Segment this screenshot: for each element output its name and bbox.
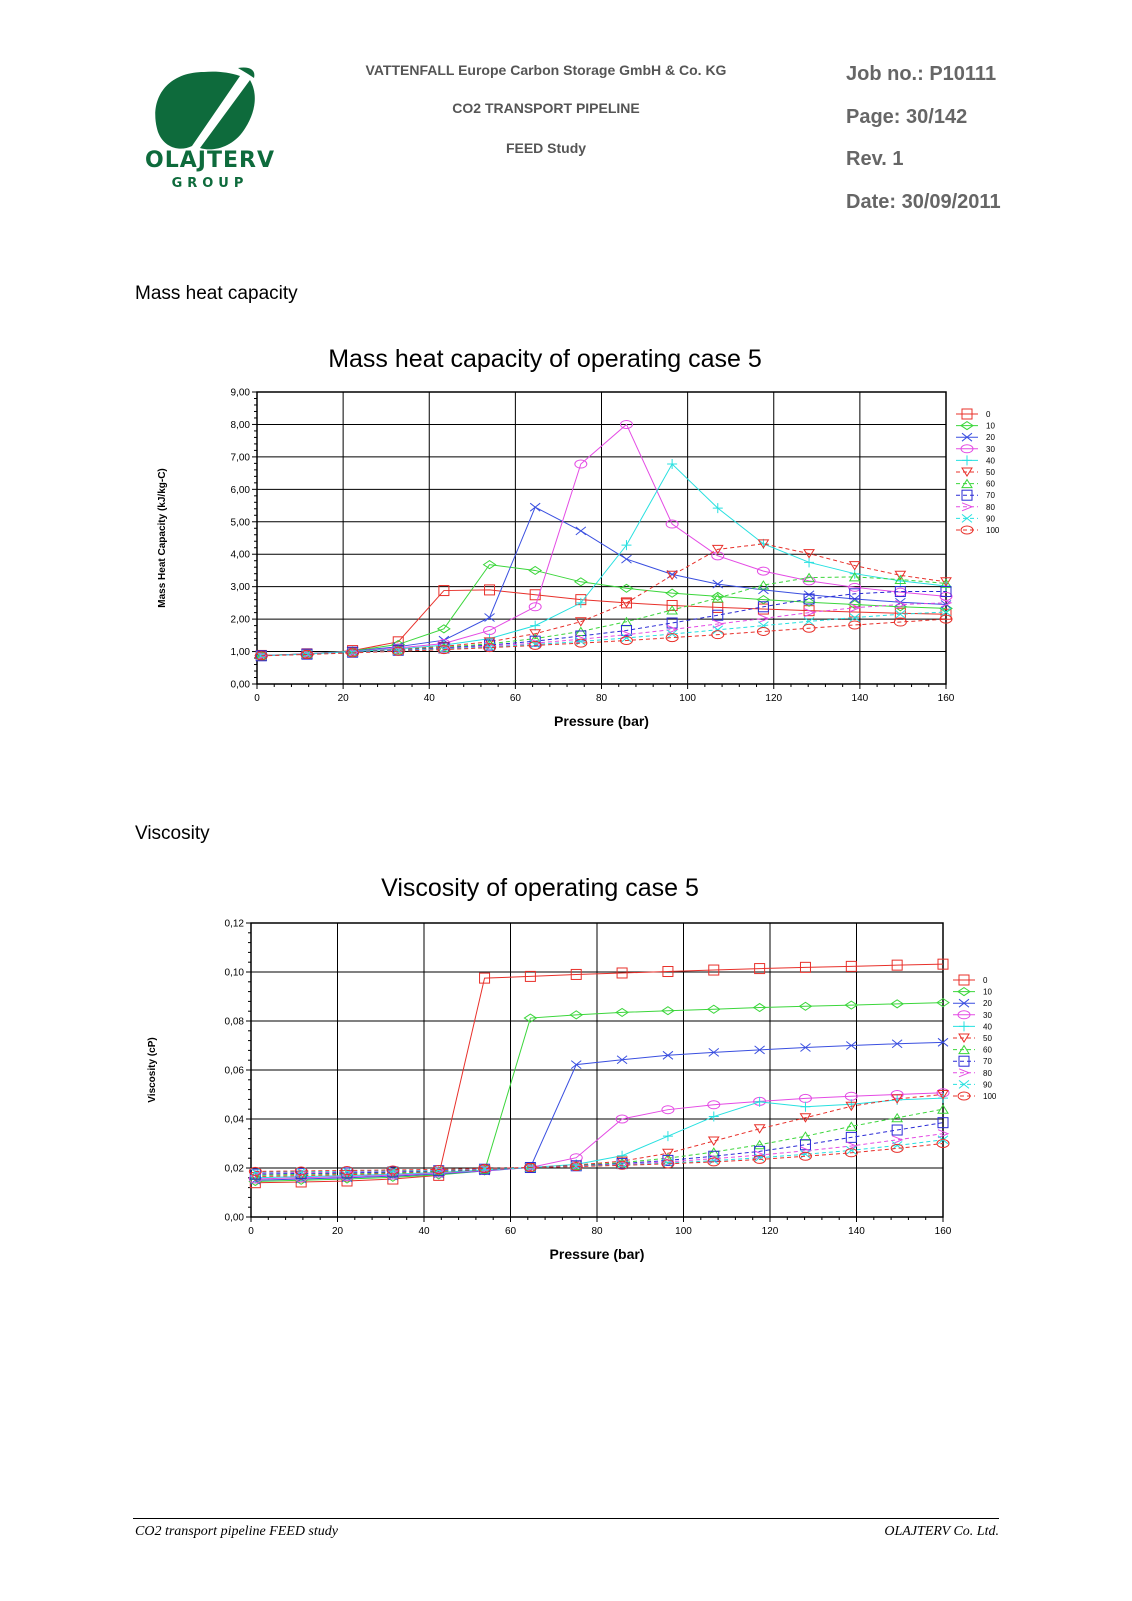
x-tick-label: 0	[248, 1226, 254, 1237]
logo-group: GROUP	[171, 176, 249, 191]
legend-label: 100	[986, 526, 1000, 535]
series-100	[255, 615, 952, 660]
legend-label: 0	[983, 976, 988, 985]
legend	[956, 409, 1000, 535]
legend-label: 80	[983, 1068, 992, 1078]
revision: Rev. 1	[846, 148, 904, 170]
legend-label: 90	[983, 1080, 992, 1090]
series-line-80	[261, 603, 946, 656]
y-tick-label: 0,10	[224, 967, 244, 979]
data-point	[800, 1132, 810, 1140]
company-line: VATTENFALL Europe Carbon Storage GmbH & Co. KG	[365, 62, 727, 78]
data-point	[621, 540, 631, 550]
legend-label: 50	[983, 1034, 992, 1043]
x-tick-label: 120	[761, 1226, 779, 1237]
y-tick-label: 0,12	[224, 918, 244, 930]
data-point	[576, 527, 586, 535]
data-point	[530, 503, 540, 511]
legend-label: 80	[986, 502, 995, 512]
x-tick-label: 100	[675, 1226, 692, 1237]
legend-label: 10	[986, 421, 995, 431]
viscosity-chart	[0, 866, 1132, 1276]
series-0	[256, 585, 951, 661]
chart-grid	[257, 392, 946, 684]
y-tick-label: 0,00	[224, 1212, 244, 1224]
legend-label: 40	[986, 456, 995, 466]
x-tick-label: 0	[254, 693, 260, 704]
x-tick-label: 20	[331, 1226, 344, 1237]
y-tick-label: 0,00	[230, 679, 250, 691]
y-tick-label: 2,00	[230, 614, 250, 626]
y-tick-label: 5,00	[230, 517, 250, 529]
data-point	[709, 1112, 719, 1122]
section-viscosity: Viscosity	[135, 823, 210, 844]
footer-left: CO2 transport pipeline FEED study	[135, 1524, 338, 1539]
series-10	[249, 999, 949, 1186]
footer-divider	[133, 1518, 999, 1519]
series-10	[255, 561, 952, 660]
data-point	[755, 1125, 765, 1133]
minor-ticks	[252, 392, 946, 689]
x-tick-label: 60	[509, 693, 521, 704]
series-20	[256, 503, 951, 660]
logo-leaf-tip	[238, 67, 254, 78]
x-tick-label: 140	[848, 1226, 865, 1237]
y-tick-label: 9,00	[230, 387, 250, 399]
x-axis-label: Pressure (bar)	[554, 713, 649, 729]
date: Date: 30/09/2011	[846, 191, 1001, 213]
x-tick-label: 140	[851, 693, 869, 704]
chart-title: Viscosity of operating case 5	[381, 874, 699, 902]
y-tick-label: 8,00	[230, 419, 250, 431]
data-point	[800, 1102, 810, 1112]
y-tick-label: 0,08	[224, 1016, 244, 1028]
x-axis-label: Pressure (bar)	[549, 1246, 645, 1262]
data-point	[709, 1137, 719, 1145]
data-point	[713, 626, 723, 634]
y-tick-label: 0,04	[224, 1114, 244, 1126]
series-line-50	[261, 544, 946, 656]
y-tick-label: 7,00	[230, 452, 250, 464]
series-line-0	[255, 964, 943, 1183]
footer-right: OLAJTERV Co. Ltd.	[884, 1524, 999, 1539]
data-point	[621, 555, 631, 563]
x-tick-label: 40	[423, 693, 435, 704]
series-100	[249, 1140, 949, 1176]
legend-label: 30	[986, 444, 995, 454]
x-tick-label: 120	[765, 693, 783, 704]
y-axis-label: Viscosity (cP)	[147, 1037, 158, 1103]
x-tick-label: 80	[595, 693, 608, 704]
series-line-10	[261, 565, 946, 656]
data-point	[804, 557, 814, 567]
data-point	[485, 613, 495, 621]
legend-marker	[962, 455, 972, 465]
logo-name: OLAJTERV	[145, 148, 275, 173]
legend-label: 100	[983, 1092, 997, 1101]
page-number: Page: 30/142	[846, 106, 968, 128]
x-tick-label: 40	[418, 1226, 430, 1237]
legend-label: 30	[983, 1010, 992, 1020]
series-line-0	[261, 590, 946, 656]
legend-label: 90	[986, 514, 995, 524]
y-tick-label: 0,06	[224, 1065, 244, 1077]
chart-title: Mass heat capacity of operating case 5	[328, 345, 762, 373]
legend-label: 40	[983, 1022, 992, 1032]
series-20	[250, 1038, 948, 1184]
y-tick-label: 4,00	[230, 549, 250, 561]
series-line-60	[261, 577, 946, 656]
series-30	[255, 420, 952, 659]
y-tick-label: 1,00	[230, 647, 250, 659]
x-tick-label: 160	[934, 1226, 952, 1237]
series-line-10	[255, 1003, 943, 1182]
legend-label: 70	[986, 491, 995, 501]
data-point	[663, 1131, 673, 1141]
legend	[953, 975, 997, 1101]
series-30	[249, 1089, 949, 1183]
y-tick-label: 0,02	[224, 1163, 244, 1175]
y-tick-label: 3,00	[230, 582, 250, 594]
series-50	[250, 1091, 948, 1181]
legend-label: 20	[986, 433, 995, 443]
legend-label: 50	[986, 468, 995, 477]
x-tick-label: 20	[337, 693, 349, 704]
legend-label: 10	[983, 987, 992, 997]
section-heat-capacity: Mass heat capacity	[135, 283, 298, 304]
y-tick-label: 6,00	[230, 484, 250, 496]
legend-label: 60	[983, 1045, 992, 1055]
legend-label: 0	[986, 410, 991, 419]
series-line-100	[255, 1144, 943, 1172]
y-axis-label: Mass Heat Capacity (kJ/kg-C)	[157, 468, 168, 608]
series-group	[249, 959, 949, 1188]
study-line: FEED Study	[505, 140, 587, 156]
job-number: Job no.: P10111	[846, 63, 997, 85]
x-tick-label: 100	[679, 693, 696, 704]
x-tick-label: 80	[591, 1226, 603, 1237]
data-point	[530, 621, 540, 631]
legend-label: 20	[983, 999, 992, 1009]
series-line-90	[255, 1140, 943, 1172]
series-line-30	[261, 424, 946, 655]
heat-capacity-chart	[0, 335, 1132, 755]
legend-label: 70	[983, 1057, 992, 1067]
x-tick-label: 60	[504, 1226, 517, 1237]
project-line: CO2 TRANSPORT PIPELINE	[452, 100, 640, 116]
data-point	[846, 1122, 856, 1130]
data-point	[758, 581, 768, 589]
legend-label: 60	[986, 479, 995, 489]
legend-marker	[959, 1021, 969, 1031]
series-50	[256, 540, 951, 660]
x-tick-label: 160	[937, 693, 955, 704]
